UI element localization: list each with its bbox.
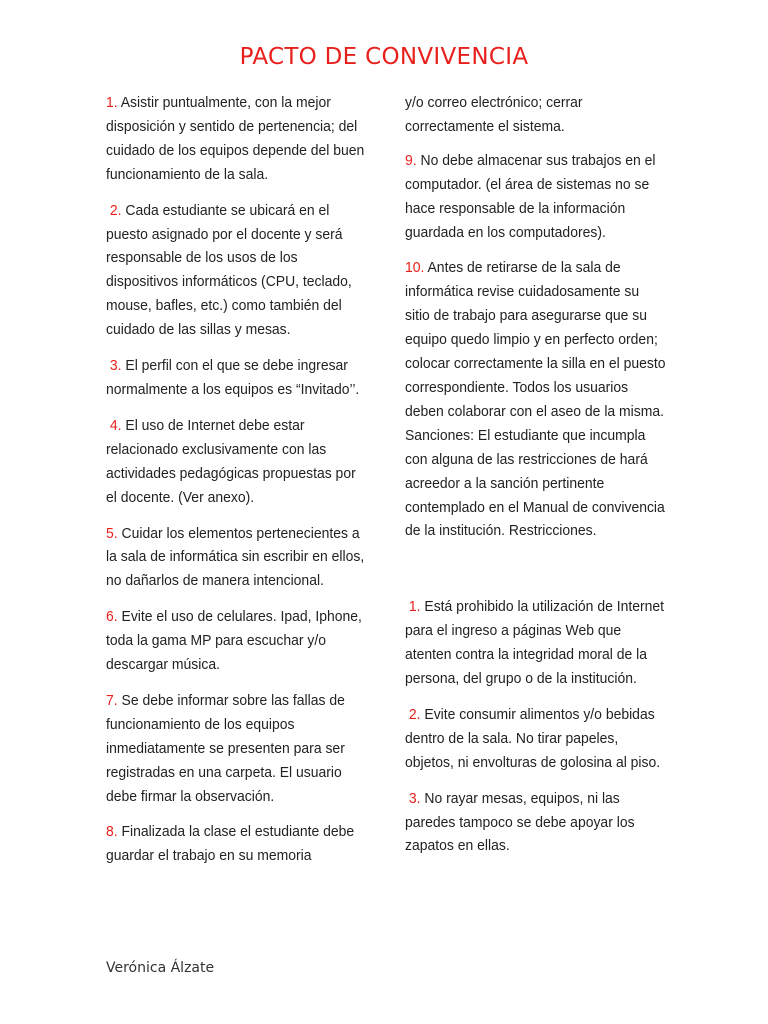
item-number: 7. bbox=[106, 691, 118, 709]
item-number: 2. bbox=[408, 705, 421, 723]
list-item bbox=[106, 820, 368, 868]
item-text: Cada estudiante se ubicará en el puesto asignado por el docente y será responsable de los usos de los dispositivos informáticos (CPU, teclado, mouse, bafles, etc.) como también del cuidado de las sillas y mesas. bbox=[106, 201, 352, 339]
restriction-item bbox=[405, 787, 667, 859]
item-number: 3. bbox=[109, 357, 122, 375]
item-text: El perfil con el que se debe ingresar normalmente a los equipos es “Invitado’’. bbox=[106, 357, 360, 398]
list-item bbox=[405, 149, 667, 245]
item-text: Antes de retirarse de la sala de informática revise cuidadosamente su sitio de trabajo para asegurarse que su equipo quedo limpio y en perfecto orden; colocar correctamente la silla en el puesto correspondiente. Todos los usuarios deben colaborar con el aseo de la misma. Sanciones: El estudiante que incumpla con alguna de las restricciones de hará acreedor a la sanción pertinente contemplado en el Manual de convivencia de la institución. Restricciones. bbox=[405, 259, 666, 540]
item-text: Se debe informar sobre las fallas de funcionamiento de los equipos inmediatamente se presenten para ser registradas en una carpeta. El usuario debe firmar la observación. bbox=[106, 691, 345, 805]
item-text: Asistir puntualmente, con la mejor disposición y sentido de pertenencia; del cuidado de los equipos depende del buen funcionamiento de la sala. bbox=[106, 94, 365, 183]
item-text: Está prohibido la utilización de Internet para el ingreso a páginas Web que atenten contra la integridad moral de la persona, del grupo o de la institución. bbox=[405, 598, 665, 688]
item-text: El uso de Internet debe estar relacionado exclusivamente con las actividades pedagógicas propuestas por el docente. (Ver anexo). bbox=[106, 416, 356, 506]
author-name: Verónica Álzate bbox=[106, 960, 215, 976]
list-item bbox=[106, 91, 368, 187]
left-column bbox=[106, 91, 368, 880]
item-number: 2. bbox=[109, 201, 122, 219]
item-number: 9. bbox=[405, 151, 417, 169]
spacer bbox=[405, 555, 667, 595]
item-number: 10. bbox=[405, 259, 425, 277]
item-number: 1. bbox=[106, 94, 118, 111]
list-item bbox=[106, 689, 368, 809]
list-item bbox=[405, 256, 667, 543]
item-number: 6. bbox=[106, 608, 118, 626]
continued-text: y/o correo electrónico; cerrar correctamente el sistema. bbox=[405, 94, 583, 135]
item-text: No rayar mesas, equipos, ni las paredes tampoco se debe apoyar los zapatos en ellas. bbox=[405, 789, 635, 855]
list-item bbox=[106, 522, 368, 594]
item-number: 1. bbox=[408, 598, 421, 616]
list-item bbox=[106, 605, 368, 677]
item-text: Evite el uso de celulares. Ipad, Iphone, toda la gama MP para escuchar y/o descargar música. bbox=[106, 608, 362, 674]
item-text: Finalizada la clase el estudiante debe guardar el trabajo en su memoria bbox=[106, 823, 355, 865]
list-item bbox=[106, 414, 368, 510]
restriction-item bbox=[405, 703, 667, 775]
item-number: 4. bbox=[109, 416, 122, 434]
restriction-item bbox=[405, 595, 667, 691]
item-number: 3. bbox=[408, 789, 421, 807]
item-number: 8. bbox=[106, 823, 118, 841]
right-column bbox=[405, 91, 667, 870]
list-item bbox=[106, 199, 368, 342]
item-number: 5. bbox=[106, 524, 118, 542]
item-text: Evite consumir alimentos y/o bebidas dentro de la sala. No tirar papeles, objetos, ni envolturas de golosina al piso. bbox=[405, 705, 661, 771]
page-title: PACTO DE CONVIVENCIA bbox=[239, 44, 529, 70]
item-text: No debe almacenar sus trabajos en el computador. (el área de sistemas no se hace responsable de la información guardada en los computadores). bbox=[405, 151, 656, 241]
item-text: Cuidar los elementos pertenecientes a la sala de informática sin escribir en ellos, no dañarlos de manera intencional. bbox=[106, 524, 365, 590]
list-item bbox=[106, 354, 368, 402]
